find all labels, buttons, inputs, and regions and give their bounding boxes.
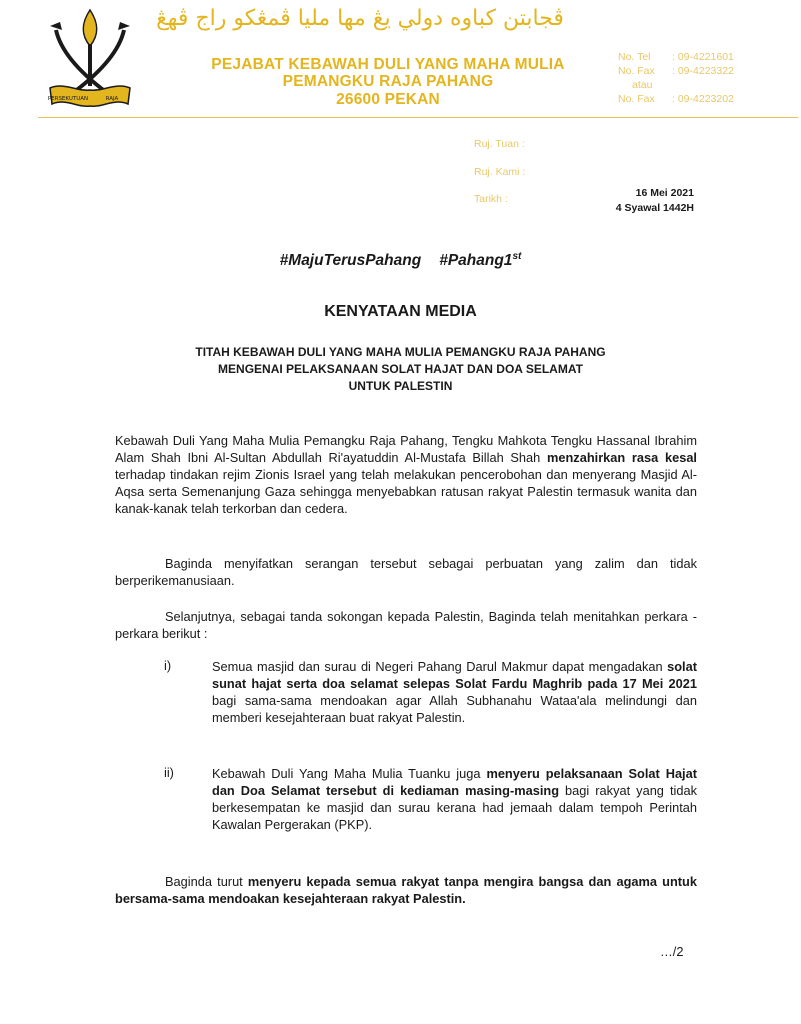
date-gregorian: 16 Mei 2021 [635, 187, 694, 199]
crest-ribbon-left: PERSEKUTUAN [47, 96, 89, 102]
tel-row [618, 50, 794, 64]
hashtag-pahang1: #Pahang1 [439, 252, 513, 270]
i2-text-a: Kebawah Duli Yang Maha Mulia Tuanku juga [212, 766, 487, 781]
atau-row [618, 78, 794, 92]
office-name-line2: PEMANGKU RAJA PAHANG [282, 73, 494, 90]
item-1-text [212, 658, 697, 726]
i1-text-c: bagi sama-sama mendoakan agar Allah Subhanahu Wataa'ala melindungi dan memberi kesejahteraan buat rakyat Palestin. [212, 693, 697, 725]
fax1-value: : 09-4223322 [672, 65, 734, 77]
paragraph-4 [115, 873, 697, 907]
letterhead-divider [38, 117, 798, 118]
document-heading: KENYATAAN MEDIA [324, 303, 477, 320]
subheading-line3: UNTUK PALESTIN [348, 379, 453, 393]
subheading-line2: MENGENAI PELAKSANAAN SOLAT HAJAT DAN DOA SELAMAT [218, 362, 583, 376]
hashtags [0, 251, 801, 270]
fax2-value: : 09-4223202 [672, 93, 734, 105]
royal-crest-logo [44, 8, 136, 114]
fax2-row [618, 92, 794, 106]
i2-bold: menyeru pelaksanaan Solat Hajat dan Doa Selamat tersebut di kediaman masing-masing [212, 766, 697, 798]
hashtag-superscript: st [512, 251, 522, 262]
subheading-line1: TITAH KEBAWAH DULI YANG MAHA MULIA PEMANGKU RAJA PAHANG [195, 345, 606, 359]
crest-ribbon-right: RAJA [105, 96, 119, 102]
item-2-text [212, 765, 697, 833]
ruj-tuan-label: Ruj. Tuan : [474, 138, 525, 150]
item-2-number: ii) [164, 765, 174, 780]
atau-label: atau [632, 79, 653, 91]
page-continuation-marker: …/2 [660, 944, 684, 959]
i1-bold: solat sunat hajat serta doa selamat selepas Solat Fardu Maghrib pada 17 Mei 2021 [212, 659, 697, 691]
tarikh-label: Tarikh : [474, 193, 508, 205]
i2-text-c: bagi rakyat yang tidak berkesempatan ke masjid dan surau kerana had jemaah dalam tempoh Perintah Kawalan Pergerakan (PKP). [212, 783, 697, 832]
tel-label: No. Tel [618, 51, 651, 63]
p1-bold: menzahirkan rasa kesal [547, 450, 697, 465]
p1-text-a: Kebawah Duli Yang Maha Mulia Pemangku Raja Pahang, Tengku Mahkota Tengku Hassanal Ibrahim Alam Shah Ibni Al-Sultan Abdullah Ri'ayatuddin Al-Mustafa Billah Shah [115, 433, 697, 465]
fax1-row [618, 64, 794, 78]
item-1-number: i) [164, 658, 172, 673]
p4-text-a: Baginda turut [165, 874, 248, 889]
p1-text-c: terhadap tindakan rejim Zionis Israel yang telah melakukan pencerobohan dan menyerang Masjid Al-Aqsa serta Semenanjung Gaza sehingga menyebabkan ratusan rakyat Palestin termasuk wanita dan kanak-kanak telah terkorban dan cedera. [115, 467, 697, 516]
p4-bold: menyeru kepada semua rakyat tanpa mengira bangsa dan agama untuk bersama-sama mendoakan kesejahteraan rakyat Palestin. [115, 874, 697, 906]
i1-text-a: Semua masjid dan surau di Negeri Pahang Darul Makmur dapat mengadakan [212, 659, 668, 674]
date-hijri: 4 Syawal 1442H [615, 202, 694, 214]
hashtag-maju-terus-pahang: #MajuTerusPahang [279, 252, 422, 270]
ruj-kami-label: Ruj. Kami : [474, 166, 526, 178]
paragraph-1 [115, 432, 697, 517]
jawi-motto: ڤجابتن کباوه دولي يڠ مها مليا ڤمڠکو راج ڤهڠ [156, 6, 564, 31]
office-address: 26600 PEKAN [336, 91, 440, 108]
office-name-line1: PEJABAT KEBAWAH DULI YANG MAHA MULIA [211, 56, 565, 73]
paragraph-3: Selanjutnya, sebagai tanda sokongan kepada Palestin, Baginda telah menitahkan perkara - perkara berikut : [115, 609, 697, 641]
contact-block [618, 50, 794, 106]
paragraph-2: Baginda menyifatkan serangan tersebut sebagai perbuatan yang zalim dan tidak berperikemanusiaan. [115, 556, 697, 588]
fax2-label: No. Fax [618, 93, 655, 105]
fax1-label: No. Fax [618, 65, 655, 77]
tel-value: : 09-4221601 [672, 51, 734, 63]
